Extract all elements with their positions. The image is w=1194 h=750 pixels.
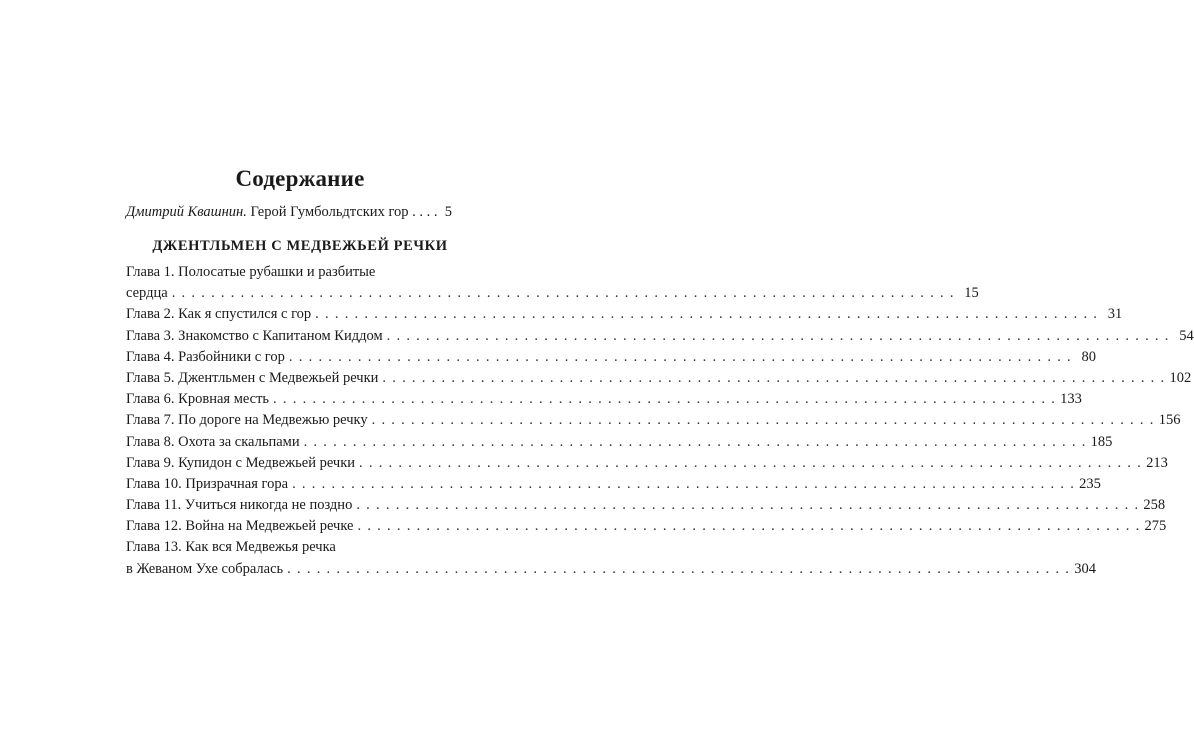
- leader-dots: . . . . . . . . . . . . . . . . . . . . . . . . . . . . . . . . . . . . . . . . . . . . . . . . . . . . . . . . . . . . . . . . . . . . . . . . . . . . . . . .: [386, 327, 1170, 344]
- chapter-title: Глава 11. Учиться никогда не поздно: [126, 497, 353, 514]
- leader-dots: . . . . . . . . . . . . . . . . . . . . . . . . . . . . . . . . . . . . . . . . . . . . . . . . . . . . . . . . . . . . . . . . . . . . . . . . . . . . . . . .: [303, 433, 1087, 450]
- page-title: Содержание: [235, 166, 365, 191]
- leader-dots: . . . . . . . . . . . . . . . . . . . . . . . . . . . . . . . . . . . . . . . . . . . . . . . . . . . . . . . . . . . . . . . . . . . . . . . . . . . . . . . .: [357, 518, 1141, 535]
- chapter-entry: [126, 391, 1082, 412]
- chapter-entry: [126, 560, 1096, 582]
- chapter-title: в Жеваном Ухе собралась: [126, 560, 284, 577]
- chapter-title-line: Глава 13. Как вся Медвежья речка: [126, 539, 336, 556]
- preface-title: Герой Гумбольдтских гор: [250, 204, 409, 220]
- leader-dots: . . . .: [412, 204, 438, 220]
- leader-dots: . . . . . . . . . . . . . . . . . . . . . . . . . . . . . . . . . . . . . . . . . . . . . . . . . . . . . . . . . . . . . . . . . . . . . . . . . . . . . . . .: [287, 560, 1071, 577]
- leader-dots: . . . . . . . . . . . . . . . . . . . . . . . . . . . . . . . . . . . . . . . . . . . . . . . . . . . . . . . . . . . . . . . . . . . . . . . . . . . . . . . .: [273, 391, 1057, 408]
- chapter-page-number: 156: [1158, 412, 1181, 429]
- preface-author: Дмитрий Квашнин.: [126, 204, 247, 220]
- chapter-title: Глава 5. Джентльмен с Медвежьей речки: [126, 369, 379, 386]
- chapter-list: [126, 264, 1194, 582]
- chapter-page-number: 304: [1074, 560, 1096, 577]
- part-title: ДЖЕНТЛЬМЕН С МЕДВЕЖЬЕЙ РЕЧКИ: [152, 238, 448, 254]
- chapter-entry: [126, 285, 979, 306]
- chapter-page-number: 54: [1179, 327, 1194, 344]
- chapter-title: Глава 6. Кровная месть: [126, 391, 270, 408]
- leader-dots: . . . . . . . . . . . . . . . . . . . . . . . . . . . . . . . . . . . . . . . . . . . . . . . . . . . . . . . . . . . . . . . . . . . . . . . . . . . . . . . .: [356, 497, 1140, 514]
- chapter-page-number: 235: [1079, 475, 1101, 492]
- leader-dots: . . . . . . . . . . . . . . . . . . . . . . . . . . . . . . . . . . . . . . . . . . . . . . . . . . . . . . . . . . . . . . . . . . . . . . . . . . . . . . . .: [359, 454, 1143, 471]
- chapter-title: Глава 9. Купидон с Медвежьей речки: [126, 454, 355, 471]
- chapter-entry: [126, 518, 1167, 539]
- chapter-entry: [126, 306, 1123, 327]
- chapter-entry: [126, 475, 1101, 497]
- preface-entry: [126, 203, 452, 221]
- chapter-page-number: 102: [1169, 369, 1192, 386]
- preface-page: 5: [444, 204, 452, 220]
- chapter-title: Глава 10. Призрачная гора: [126, 475, 289, 492]
- chapter-page-number: 133: [1060, 391, 1082, 408]
- chapter-entry: [126, 348, 1096, 370]
- leader-dots: . . . . . . . . . . . . . . . . . . . . . . . . . . . . . . . . . . . . . . . . . . . . . . . . . . . . . . . . . . . . . . . . . . . . . . . . . . . . . . . .: [382, 369, 1166, 386]
- chapter-title: Глава 12. Война на Медвежьей речке: [126, 518, 354, 535]
- leader-dots: . . . . . . . . . . . . . . . . . . . . . . . . . . . . . . . . . . . . . . . . . . . . . . . . . . . . . . . . . . . . . . . . . . . . . . . . . . . . . . . .: [371, 412, 1155, 429]
- chapter-title: Глава 7. По дороге на Медвежью речку: [126, 412, 368, 429]
- leader-dots: . . . . . . . . . . . . . . . . . . . . . . . . . . . . . . . . . . . . . . . . . . . . . . . . . . . . . . . . . . . . . . . . . . . . . . . . . . . . . . . .: [292, 475, 1076, 492]
- chapter-entry: [126, 327, 1194, 349]
- chapter-page-number: 213: [1146, 454, 1168, 471]
- leader-dots: . . . . . . . . . . . . . . . . . . . . . . . . . . . . . . . . . . . . . . . . . . . . . . . . . . . . . . . . . . . . . . . . . . . . . . . . . . . . . . . .: [288, 348, 1072, 365]
- chapter-page-number: 275: [1144, 518, 1167, 535]
- chapter-entry: [126, 454, 1168, 476]
- chapter-page-number: 31: [1107, 306, 1123, 323]
- chapter-title: Глава 3. Знакомство с Капитаном Киддом: [126, 327, 383, 344]
- chapter-title: сердца: [126, 285, 168, 302]
- chapter-entry: [126, 497, 1166, 518]
- chapter-entry: [126, 412, 1181, 433]
- chapter-entry: [126, 433, 1113, 455]
- chapter-page-number: 258: [1143, 497, 1166, 514]
- chapter-title: Глава 8. Охота за скальпами: [126, 433, 300, 450]
- leader-dots: . . . . . . . . . . . . . . . . . . . . . . . . . . . . . . . . . . . . . . . . . . . . . . . . . . . . . . . . . . . . . . . . . . . . . . . . . . . . . . . .: [315, 306, 1099, 323]
- chapter-entry: [126, 369, 1192, 391]
- chapter-title-line: Глава 1. Полосатые рубашки и разбитые: [126, 264, 376, 280]
- chapter-title: Глава 4. Разбойники с гор: [126, 348, 285, 365]
- leader-dots: . . . . . . . . . . . . . . . . . . . . . . . . . . . . . . . . . . . . . . . . . . . . . . . . . . . . . . . . . . . . . . . . . . . . . . . . . . . . . . . .: [171, 285, 955, 302]
- chapter-title: Глава 2. Как я спустился с гор: [126, 306, 312, 323]
- chapter-page-number: 15: [964, 285, 979, 302]
- chapter-page-number: 185: [1090, 433, 1113, 450]
- chapter-page-number: 80: [1081, 348, 1096, 365]
